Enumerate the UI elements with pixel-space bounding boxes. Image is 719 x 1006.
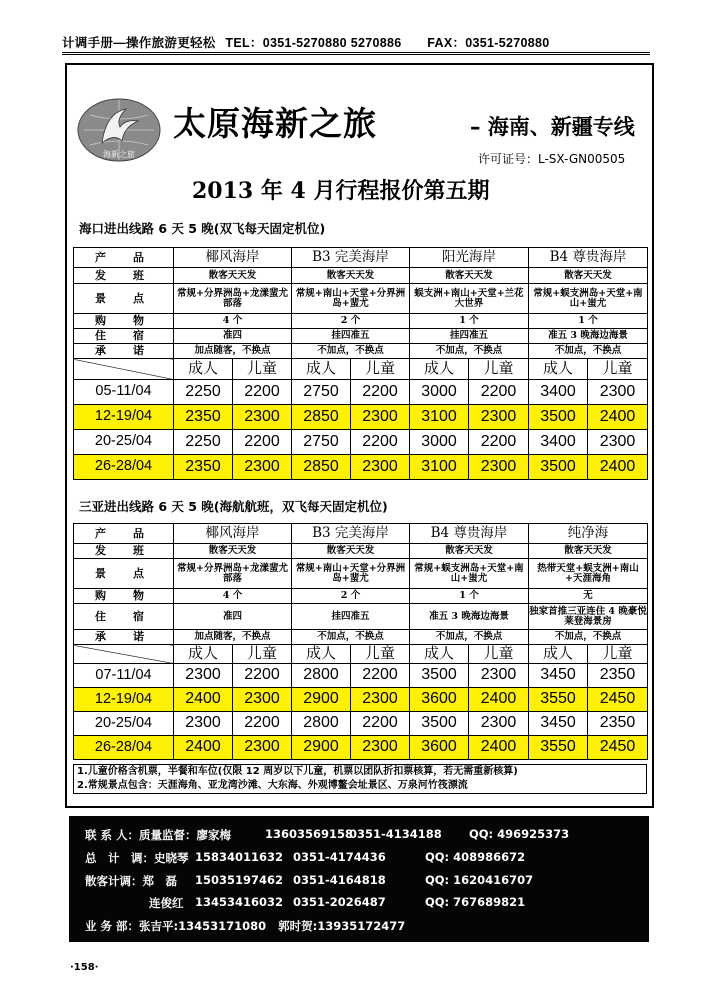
- contact-phone: 0351-4174436: [293, 850, 386, 864]
- price-cell: 3400: [529, 380, 588, 405]
- contact-role: 散客计调：: [85, 874, 143, 888]
- hotel-cell: 挂四准五: [292, 329, 410, 344]
- hotel-cell: 准四: [174, 604, 292, 630]
- date-cell: 20-25/04: [74, 712, 174, 736]
- contact-mobile: 15035197462: [195, 873, 284, 887]
- price-cell: 2300: [174, 664, 233, 688]
- adult-header: 成人: [292, 645, 351, 664]
- adult-header: 成人: [410, 359, 469, 380]
- adult-header: 成人: [410, 645, 469, 664]
- price-cell: 3550: [529, 736, 588, 760]
- price-row-highlighted: [74, 688, 648, 712]
- promise-cell: 不加点，不换点: [292, 630, 410, 645]
- brand-logo: [76, 97, 162, 165]
- price-cell: 2400: [469, 736, 529, 760]
- license-number: 许可证号：L-SX-GN00505: [478, 152, 626, 166]
- label-shopping: 购 物: [74, 589, 174, 604]
- price-cell: 2750: [292, 380, 351, 405]
- price-row: [74, 664, 648, 688]
- contact-mobile: 13453416032: [195, 895, 284, 909]
- promise-cell: 不加点，不换点: [410, 630, 529, 645]
- price-cell: 3450: [529, 664, 588, 688]
- price-cell: 2300: [233, 736, 292, 760]
- fax: FAX：0351-5270880: [427, 36, 550, 50]
- price-cell: 2250: [174, 380, 233, 405]
- contact-block: [69, 816, 649, 942]
- price-cell: 2200: [233, 380, 292, 405]
- child-header: 儿童: [469, 645, 529, 664]
- price-cell: 2200: [351, 664, 410, 688]
- contact-name: 史晓琴: [154, 851, 189, 865]
- hotel-cell: 挂四准五: [292, 604, 410, 630]
- depart-cell: 散客天天发: [292, 268, 410, 284]
- label-depart: 发 班: [74, 268, 174, 284]
- promise-cell: 加点随客，不换点: [174, 630, 292, 645]
- price-cell: 3000: [410, 430, 469, 455]
- price-cell: 2350: [588, 712, 648, 736]
- price-cell: 2350: [588, 664, 648, 688]
- spots-cell: 热带天堂+蜈支洲+南山+天涯海角: [529, 559, 648, 589]
- contact-qq: QQ: 1620416707: [425, 873, 534, 887]
- price-cell: 3600: [410, 688, 469, 712]
- promise-cell: 不加点，不换点: [529, 344, 648, 359]
- price-cell: 3550: [529, 688, 588, 712]
- product-name: 椰风海岸: [174, 524, 292, 544]
- price-cell: 2400: [174, 736, 233, 760]
- diagonal-header-cell: [74, 359, 174, 380]
- contact-role: 总 计 调：: [85, 851, 154, 865]
- hotel-cell: 挂四准五: [410, 329, 529, 344]
- price-cell: 2300: [469, 455, 529, 480]
- label-spots: 景 点: [74, 559, 174, 589]
- shopping-cell: 4 个: [174, 314, 292, 329]
- price-row-highlighted: [74, 455, 648, 480]
- price-cell: 3400: [529, 430, 588, 455]
- business-row: [85, 918, 405, 934]
- logo-text: 海新之旅: [103, 150, 135, 159]
- contact-role: 联 系 人：质量监督：: [85, 828, 197, 842]
- price-cell: 2300: [469, 712, 529, 736]
- price-cell: 3600: [410, 736, 469, 760]
- price-cell: 2450: [588, 736, 648, 760]
- label-promise: 承 诺: [74, 344, 174, 359]
- label-product: 产 品: [74, 248, 174, 268]
- price-cell: 2450: [588, 688, 648, 712]
- price-cell: 2350: [174, 455, 233, 480]
- date-cell: 12-19/04: [74, 688, 174, 712]
- depart-cell: 散客天天发: [529, 544, 648, 559]
- contact-row: [85, 850, 189, 866]
- page-number: ·158·: [70, 962, 99, 973]
- page-header: [62, 33, 650, 55]
- hotel-cell: 准五 3 晚海边海景: [410, 604, 529, 630]
- spots-cell: 常规+南山+天堂+分界洲岛+蜚尤: [292, 284, 410, 314]
- notes-box: [73, 764, 647, 794]
- price-cell: 2300: [351, 736, 410, 760]
- price-cell: 2200: [233, 664, 292, 688]
- label-hotel: 住 宿: [74, 604, 174, 630]
- date-cell: 20-25/04: [74, 430, 174, 455]
- contact-phone: 0351-4134188: [349, 827, 442, 841]
- label-product: 产 品: [74, 524, 174, 544]
- depart-cell: 散客天天发: [410, 544, 529, 559]
- adult-header: 成人: [174, 359, 233, 380]
- price-cell: 2300: [174, 712, 233, 736]
- price-cell: 2300: [233, 455, 292, 480]
- contact-qq: QQ: 496925373: [469, 827, 570, 841]
- diagonal-header-cell: [74, 645, 174, 664]
- business-contact-1: 张吉平:13453171080: [139, 919, 267, 933]
- slogan: 计调手册—操作旅游更轻松: [62, 36, 216, 50]
- hotel-cell: 独家首推三亚连住 4 晚豪悦莱登海景房: [529, 604, 648, 630]
- hotel-cell: 准四: [174, 329, 292, 344]
- price-cell: 2850: [292, 455, 351, 480]
- price-cell: 2400: [588, 405, 648, 430]
- child-header: 儿童: [351, 645, 410, 664]
- note-line: 2.常规景点包含：天涯海角、亚龙湾沙滩、大东海、外观博鳌会址景区、万泉河竹筏漂流: [77, 780, 468, 791]
- date-cell: 26-28/04: [74, 455, 174, 480]
- depart-cell: 散客天天发: [174, 544, 292, 559]
- contact-mobile: 15834011632: [195, 850, 284, 864]
- date-cell: 05-11/04: [74, 380, 174, 405]
- child-header: 儿童: [233, 359, 292, 380]
- contact-row: [85, 827, 231, 843]
- depart-cell: 散客天天发: [529, 268, 648, 284]
- child-header: 儿童: [469, 359, 529, 380]
- price-cell: 3100: [410, 405, 469, 430]
- price-row: [74, 380, 648, 405]
- contact-qq: QQ: 767689821: [425, 895, 526, 909]
- price-cell: 2300: [469, 405, 529, 430]
- price-cell: 2400: [588, 455, 648, 480]
- spots-cell: 蜈支洲+南山+天堂+兰花大世界: [410, 284, 529, 314]
- shopping-cell: 2 个: [292, 314, 410, 329]
- product-name: B4 尊贵海岸: [410, 524, 529, 544]
- adult-header: 成人: [529, 359, 588, 380]
- child-header: 儿童: [588, 359, 648, 380]
- shopping-cell: 2 个: [292, 589, 410, 604]
- price-cell: 2850: [292, 405, 351, 430]
- promise-cell: 加点随客，不换点: [174, 344, 292, 359]
- price-cell: 2300: [351, 455, 410, 480]
- spots-cell: 常规+分界洲岛+龙漾蜚尤部落: [174, 284, 292, 314]
- depart-cell: 散客天天发: [410, 268, 529, 284]
- note-line: 1.儿童价格含机票，半餐和车位(仅限 12 周岁以下儿童，机票以团队折扣票核算，若无需重新核算): [77, 766, 518, 777]
- contact-row: [85, 873, 177, 889]
- spots-cell: 常规+分界洲岛+龙漾蜚尤部落: [174, 559, 292, 589]
- spots-cell: 常规+南山+天堂+分界洲岛+蜚尤: [292, 559, 410, 589]
- price-cell: 2300: [233, 688, 292, 712]
- business-contact-2: 郭时贺:13935172477: [278, 919, 406, 933]
- product-name: B3 完美海岸: [292, 248, 410, 268]
- price-cell: 2800: [292, 712, 351, 736]
- contact-mobile: 13603569158: [265, 827, 354, 841]
- price-cell: 2300: [469, 664, 529, 688]
- product-name: B4 尊贵海岸: [529, 248, 648, 268]
- price-cell: 2350: [174, 405, 233, 430]
- contact-qq: QQ: 408986672: [425, 850, 526, 864]
- promise-cell: 不加点，不换点: [292, 344, 410, 359]
- price-cell: 2200: [233, 430, 292, 455]
- shopping-cell: 4 个: [174, 589, 292, 604]
- label-spots: 景 点: [74, 284, 174, 314]
- price-cell: 3500: [529, 405, 588, 430]
- date-cell: 12-19/04: [74, 405, 174, 430]
- price-cell: 2400: [174, 688, 233, 712]
- date-cell: 07-11/04: [74, 664, 174, 688]
- spots-cell: 常规+蜈支洲岛+天堂+南山+蚩尤: [410, 559, 529, 589]
- depart-cell: 散客天天发: [174, 268, 292, 284]
- price-row: [74, 430, 648, 455]
- label-hotel: 住 宿: [74, 329, 174, 344]
- price-cell: 2300: [351, 688, 410, 712]
- price-cell: 2400: [469, 688, 529, 712]
- contact-name: 连俊红: [149, 896, 184, 910]
- hotel-cell: 准五 3 晚海边海景: [529, 329, 648, 344]
- price-cell: 2800: [292, 664, 351, 688]
- price-cell: 2200: [351, 712, 410, 736]
- adult-header: 成人: [174, 645, 233, 664]
- price-cell: 2300: [351, 405, 410, 430]
- adult-header: 成人: [529, 645, 588, 664]
- price-cell: 2200: [469, 430, 529, 455]
- price-cell: 2200: [469, 380, 529, 405]
- shopping-cell: 1 个: [410, 314, 529, 329]
- price-cell: 2300: [588, 430, 648, 455]
- price-cell: 3450: [529, 712, 588, 736]
- promise-cell: 不加点，不换点: [410, 344, 529, 359]
- child-header: 儿童: [351, 359, 410, 380]
- route1-table: [73, 247, 648, 480]
- shopping-cell: 1 个: [410, 589, 529, 604]
- contact-phone: 0351-2026487: [293, 895, 386, 909]
- product-name: B3 完美海岸: [292, 524, 410, 544]
- business-role: 业 务 部：: [85, 919, 140, 933]
- price-cell: 2300: [233, 405, 292, 430]
- price-cell: 2900: [292, 688, 351, 712]
- price-row-highlighted: [74, 405, 648, 430]
- product-name: 椰风海岸: [174, 248, 292, 268]
- route2-table: [73, 523, 648, 760]
- label-promise: 承 诺: [74, 630, 174, 645]
- tel: TEL：0351-5270880 5270886: [225, 36, 402, 50]
- price-cell: 3100: [410, 455, 469, 480]
- spots-cell: 常规+蜈支洲岛+天堂+南山+蚩尤: [529, 284, 648, 314]
- price-row-highlighted: [74, 736, 648, 760]
- price-cell: 2200: [233, 712, 292, 736]
- price-cell: 2200: [351, 380, 410, 405]
- promise-cell: 不加点，不换点: [529, 630, 648, 645]
- brand-name: 太原海新之旅: [173, 104, 377, 143]
- contact-phone: 0351-4164818: [293, 873, 386, 887]
- price-row: [74, 712, 648, 736]
- route2-title: 三亚进出线路 6 天 5 晚(海航航班，双飞每天固定机位): [79, 499, 388, 514]
- shopping-cell: 无: [529, 589, 648, 604]
- child-header: 儿童: [233, 645, 292, 664]
- label-shopping: 购 物: [74, 314, 174, 329]
- child-header: 儿童: [588, 645, 648, 664]
- adult-header: 成人: [292, 359, 351, 380]
- brand-subtitle: – 海南、新疆专线: [470, 115, 635, 139]
- product-name: 纯净海: [529, 524, 648, 544]
- route1-title: 海口进出线路 6 天 5 晚(双飞每天固定机位): [79, 221, 326, 236]
- price-cell: 2200: [351, 430, 410, 455]
- price-cell: 2300: [588, 380, 648, 405]
- page-title: 2013 年 4 月行程报价第五期: [192, 178, 490, 204]
- contact-name: 郑 磊: [142, 874, 177, 888]
- price-cell: 3500: [410, 664, 469, 688]
- price-cell: 2750: [292, 430, 351, 455]
- shopping-cell: 1 个: [529, 314, 648, 329]
- price-cell: 2250: [174, 430, 233, 455]
- contact-name: 廖家梅: [196, 828, 232, 842]
- depart-cell: 散客天天发: [292, 544, 410, 559]
- price-cell: 3500: [529, 455, 588, 480]
- price-cell: 3500: [410, 712, 469, 736]
- price-cell: 2900: [292, 736, 351, 760]
- label-depart: 发 班: [74, 544, 174, 559]
- price-cell: 3000: [410, 380, 469, 405]
- date-cell: 26-28/04: [74, 736, 174, 760]
- product-name: 阳光海岸: [410, 248, 529, 268]
